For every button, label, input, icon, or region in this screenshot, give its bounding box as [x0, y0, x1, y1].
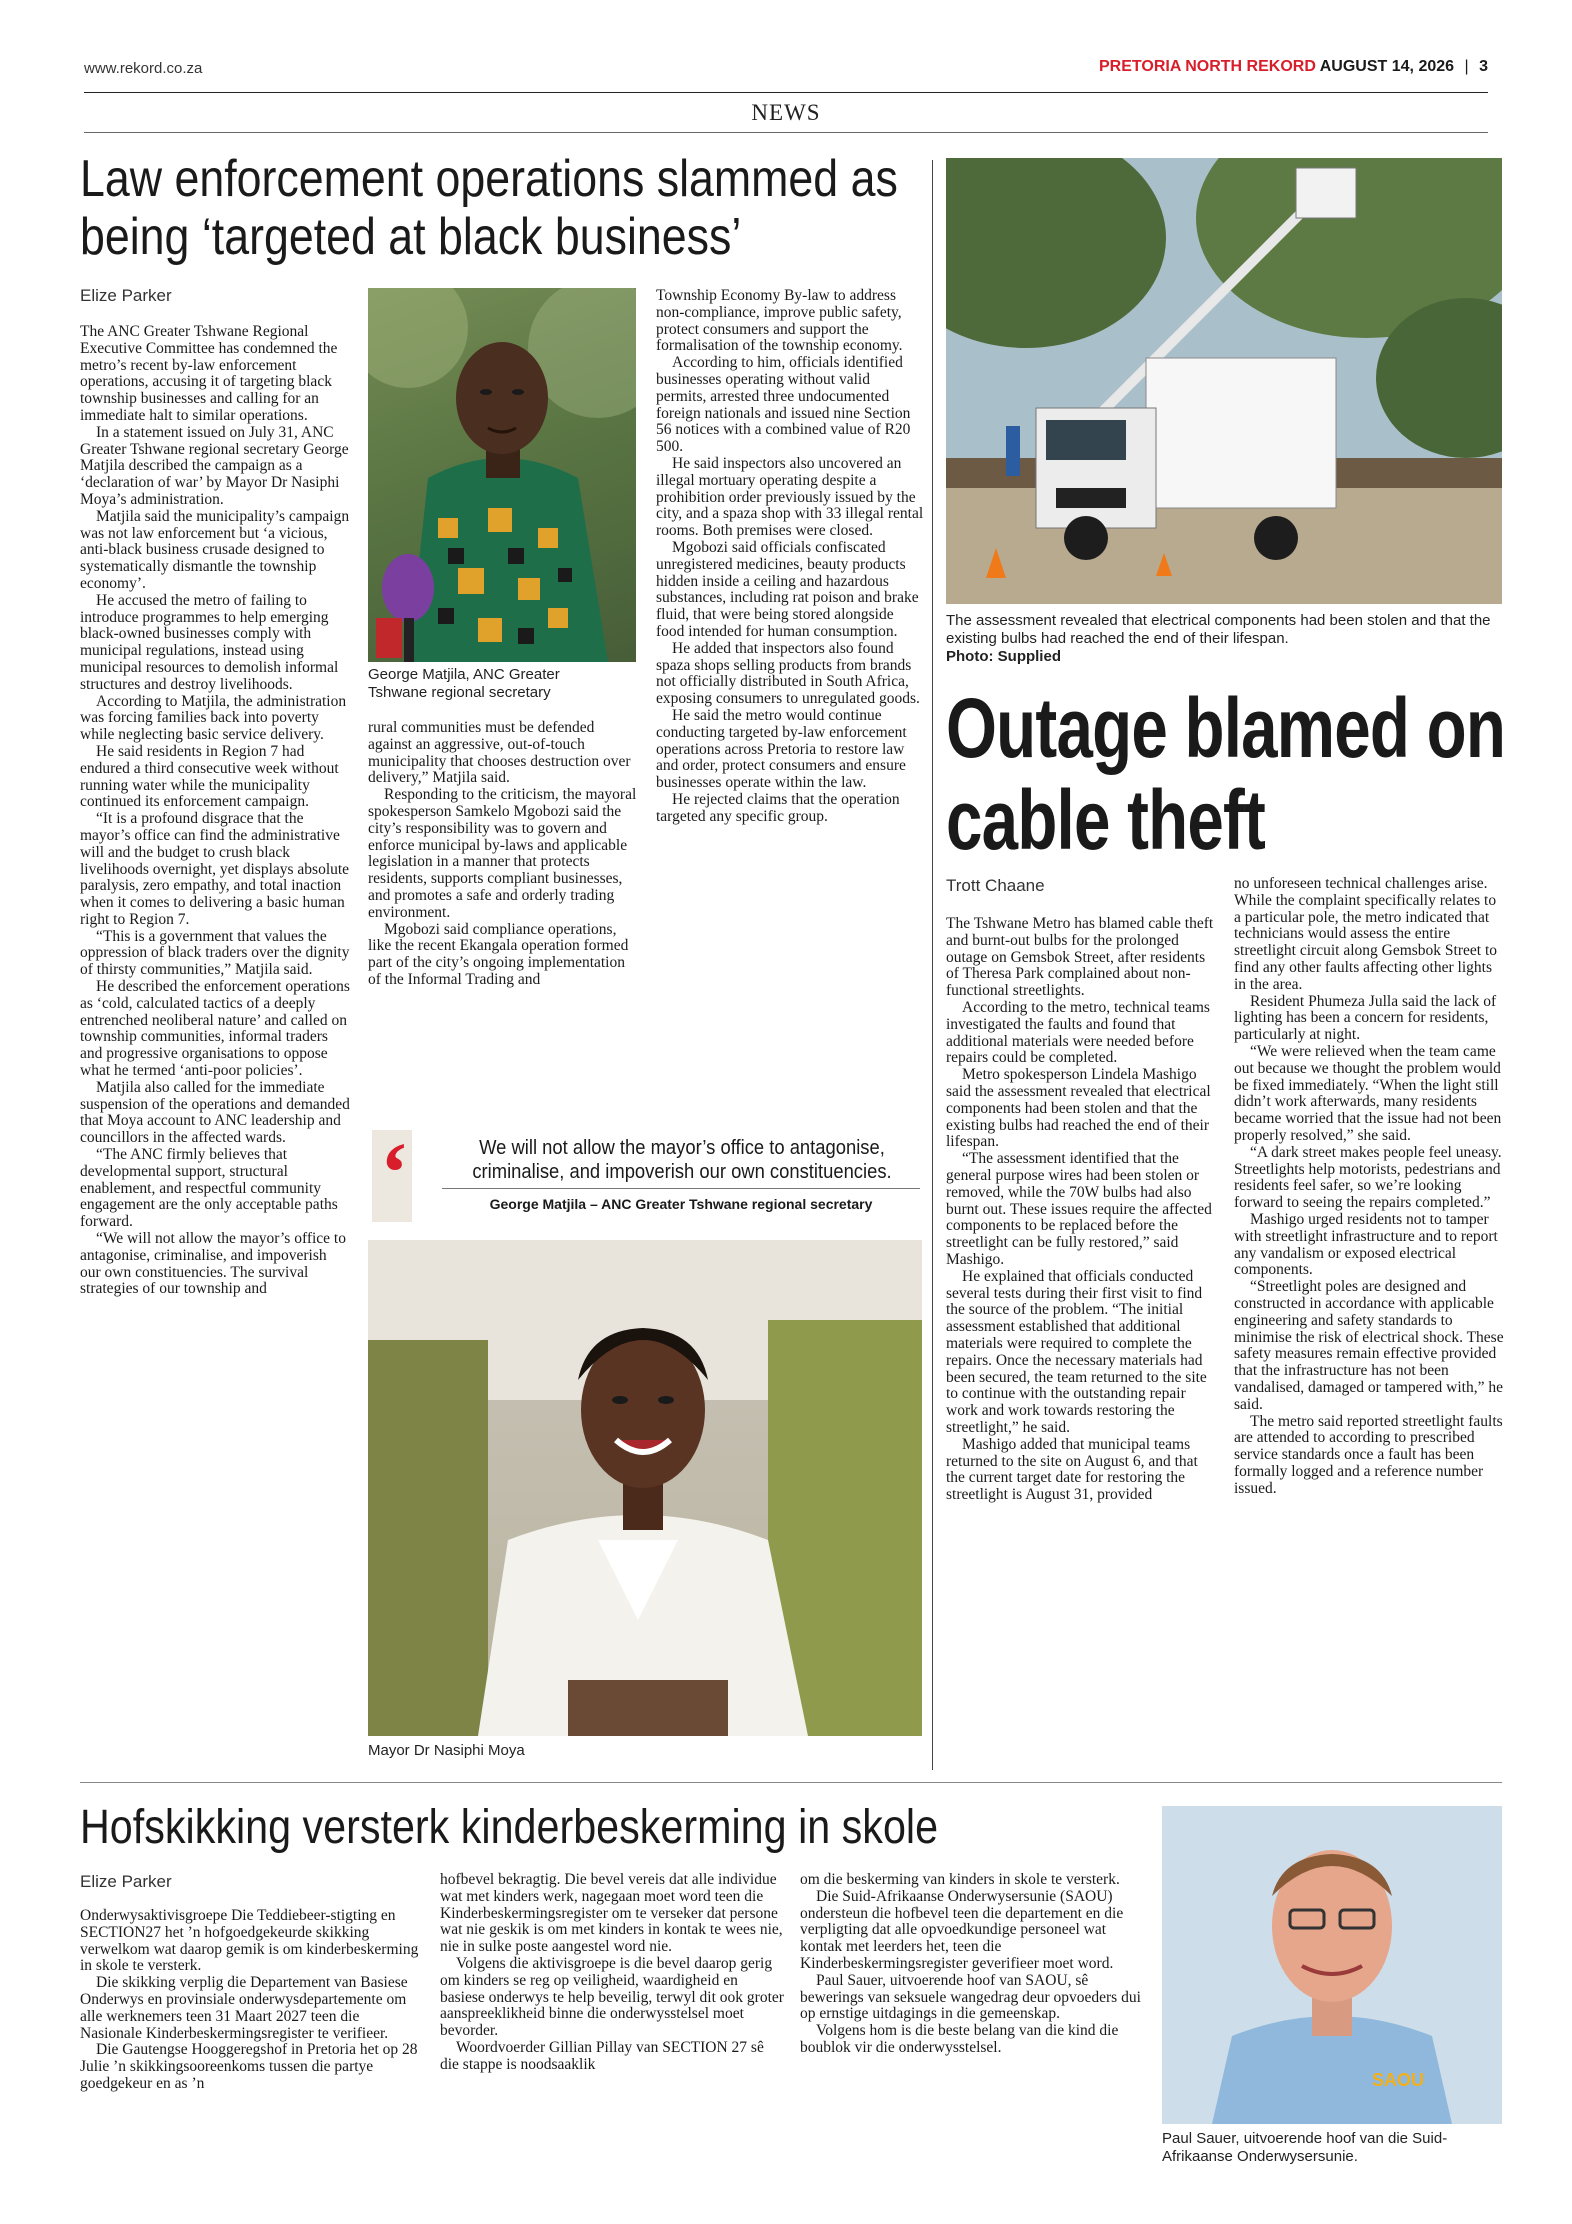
paragraph: According to Matjila, the administration was forcing families back into poverty while neglecting basic service delivery.	[80, 692, 347, 744]
paragraph: Paul Sauer, uitvoerende hoof van SAOU, sê bewerings van seksuele wangedrag deur opvoeders dui op ernstige uitdagings in die gemeenskap.	[800, 1971, 1141, 2023]
portrait-illustration	[1162, 1806, 1502, 2124]
paragraph: He rejected claims that the operation targeted any specific group.	[656, 790, 900, 825]
caption-text: The assessment revealed that electrical components had been stolen and that the existing bulbs had reached the end of their lifespan.	[946, 612, 1491, 647]
paragraph: He described the enforcement operations as ‘cold, calculated tactics of a deeply entrenched neoliberal nature’ and called on township communities, informal traders and progressive organisations to oppose what he termed ‘anti-poor policies’.	[80, 978, 350, 1080]
paragraph: “The ANC firmly believes that developmental support, structural enablement, and respectful community engagement are the only acceptable paths forward.	[80, 1146, 338, 1231]
paragraph: According to him, officials identified businesses operating without valid permits, arrested three undocumented foreign nationals and issued nine Section 56 notices with a combined value of R20 500.	[656, 354, 911, 456]
section-label: NEWS	[751, 100, 821, 125]
saou-logo: SAOU	[1372, 2070, 1425, 2090]
paragraph: Onderwysaktivisgroepe Die Teddiebeer-stigting en SECTION27 het ’n hofgoedgekeurde skikking verwelkom wat daarop gemik is om kinderbeskerming in skole te versterk.	[80, 1908, 419, 1975]
byline-3: Elize Parker	[80, 1872, 172, 1891]
paragraph: Woordvoerder Gillian Pillay van SECTION 27 sê die stappe is noodsaaklik	[440, 2038, 764, 2073]
paragraph: He said inspectors also uncovered an illegal mortuary operating despite a prohibition order previously issued by the city, and a spaza shop with 33 illegal rental rooms. Both premises were closed.	[656, 454, 924, 540]
column-divider	[932, 160, 933, 1770]
paragraph: “Streetlight poles are designed and constructed in accordance with applicable engineering and safety standards to minimise the risk of electrical shock. These safety measures remain effective provided that the infrastructure has not been vandalised, damaged or tampered with,” he said.	[1234, 1278, 1504, 1413]
photo-caption-paul-sauer: Paul Sauer, uitvoerende hoof van die Suid-Afrikaanse Onderwysersunie.	[1162, 2130, 1448, 2165]
paragraph: The ANC Greater Tshwane Regional Executive Committee has condemned the metro’s recent by-law enforcement operations, accusing it of targeting black township businesses and calling for an immediate halt to similar operations.	[80, 324, 338, 424]
paragraph: Resident Phumeza Julla said the lack of lighting has been a concern for residents, particularly at night.	[1234, 992, 1497, 1044]
pull-quote-text: We will not allow the mayor’s office to antagonise, criminalise, and impoverish our own constituencies.	[472, 1137, 892, 1183]
portrait-illustration	[368, 288, 636, 662]
pull-quote-rule	[442, 1188, 920, 1189]
section-rule	[84, 132, 1488, 133]
paragraph: no unforeseen technical challenges arise. While the complaint specifically relates to a particular pole, the metro indicated that technicians would assess the entire streetlight circuit along Gemsbok Street to find any other faults affecting other lights in the area.	[1234, 876, 1498, 993]
photo-caption-mayor: Mayor Dr Nasiphi Moya	[368, 1742, 525, 1759]
issue-date: AUGUST 14, 2026	[1319, 58, 1455, 75]
paragraph: Die Gautengse Hooggeregshof in Pretoria het op 28 Julie ’n skikkingsooreenkoms tussen die partye goedgekeur en as ’n	[80, 2041, 418, 2092]
paragraph: The Tshwane Metro has blamed cable theft and burnt-out bulbs for the prolonged outage on Gemsbok Street, after residents of Theresa Park complained about non-functional streetlights.	[946, 916, 1214, 1000]
paragraph: Township Economy By-law to address non-compliance, improve public safety, protect consumers and support the formalisation of the township economy.	[656, 288, 903, 355]
paragraph: Metro spokesperson Lindela Mashigo said the assessment revealed that electrical components had been stolen and that the existing bulbs had reached the end of their lifespan.	[946, 1066, 1211, 1151]
paragraph: According to the metro, technical teams investigated the faults and found that additional materials were needed before repairs could be completed.	[946, 998, 1210, 1067]
paragraph: He added that inspectors also found spaza shops selling products from brands not officially distributed in South Africa, exposing consumers to unregulated goods.	[656, 639, 920, 708]
paragraph: “The assessment identified that the general purpose wires had been stolen or removed, while the 70W bulbs had also burnt out. These issues require the affected components to be replaced before the streetlight can be fully restored,” said Mashigo.	[946, 1150, 1212, 1268]
paragraph: Mgobozi said officials confiscated unregistered medicines, beauty products hidden inside a ceiling and hazardous substances, including rat poison and brake fluid, that were being stored alongside food intended for human consumption.	[656, 538, 919, 640]
article-headline-2: Outage blamed on cable theft	[946, 681, 1506, 867]
article2-column-1	[946, 916, 1218, 1768]
article2-column-2	[1234, 876, 1504, 1770]
photo-credit: Photo: Supplied	[946, 648, 1061, 665]
paragraph: “We will not allow the mayor’s office to antagonise, criminalise, and impoverish our own constituencies. The survival strategies of our township and	[80, 1230, 346, 1298]
paragraph: “This is a government that values the oppression of black traders over the dignity of thirsty communities,” Matjila said.	[80, 927, 350, 979]
article3-column-2	[440, 1872, 784, 2176]
paragraph: Volgens die aktivisgroepe is die bevel daarop gerig om kinders se reg op veiligheid, waardigheid en basiese onderwys te help beveilig, terwyl dit ook groter aanspreeklikheid binne die onderwysstelsel moet bevorder.	[440, 1954, 784, 2040]
paragraph: Matjila said the municipality’s campaign was not law enforcement but ‘a vicious, anti-black business crusade designed to systematically dismantle the township economy’.	[80, 507, 350, 592]
photo-caption-streetlight	[946, 612, 1506, 666]
paragraph: hofbevel bekragtig. Die bevel vereis dat alle individue wat met kinders werk, nagegaan moet word teen die Kinderbeskermingsregister om te verseker dat persone wat nie geskik is om met kinders in kontak te wees nie, nie in sulke poste aangestel word nie.	[440, 1872, 783, 1956]
quote-mark-icon: ‘	[380, 1124, 409, 1220]
photo-caption-george-matjila: George Matjila, ANC Greater Tshwane regional secretary	[368, 666, 560, 701]
article-headline-3: Hofskikking versterk kinderbeskerming in skole	[80, 1801, 939, 1854]
paragraph: He accused the metro of failing to introduce programmes to help emerging black-owned businesses comply with municipal regulations, instead using municipal resources to demolish informal structures and destroy livelihoods.	[80, 591, 339, 693]
paragraph: He said residents in Region 7 had endured a third consecutive week without running water while the municipality continued its enforcement campaign.	[80, 742, 339, 811]
byline-1: Elize Parker	[80, 286, 172, 305]
photo-george-matjila	[368, 288, 636, 662]
paragraph: In a statement issued on July 31, ANC Greater Tshwane regional secretary George Matjila described the campaign as a ‘declaration of war’ by Mayor Dr Nasiphi Moya’s administration.	[80, 423, 349, 508]
header-separator: |	[1464, 58, 1469, 75]
paragraph: Responding to the criticism, the mayoral spokesperson Samkelo Mgobozi said the city’s responsibility was to govern and enforce municipal by-laws and applicable legislation in a manner that protects residents, supports compliant businesses, and promotes a safe and orderly trading environment.	[368, 786, 637, 921]
paragraph: Mashigo urged residents not to tamper with streetlight infrastructure and to report any vandalism or exposed electrical components.	[1234, 1210, 1498, 1279]
article-separator	[80, 1782, 1502, 1783]
pull-quote	[372, 1124, 920, 1222]
paragraph: Mashigo added that municipal teams returned to the site on August 6, and that the current target date for restoring the streetlight is August 31, provided	[946, 1435, 1198, 1504]
site-url[interactable]: www.rekord.co.za	[84, 60, 203, 77]
page-header-info	[1099, 58, 1488, 76]
pull-quote-source: George Matjila – ANC Greater Tshwane regional secretary	[489, 1196, 873, 1212]
paragraph: The metro said reported streetlight faults are attended to according to prescribed service standards once a fault has been formally logged and a reference number issued.	[1234, 1412, 1503, 1497]
paragraph: Die skikking verplig die Departement van Basiese Onderwys en provinsiale onderwysdepartemente om alle werknemers teen 31 Maart 2027 teen die Nasionale Kinderbeskermingsregister te verifieer.	[80, 1974, 408, 2042]
paragraph: rural communities must be defended against an aggressive, out-of-touch municipality that chooses destruction over delivery,” Matjila said.	[368, 720, 631, 787]
article1-column-1	[80, 324, 350, 1774]
article-headline-1: Law enforcement operations slammed as being ‘targeted at black business’	[80, 150, 898, 266]
publication-name: PRETORIA NORTH REKORD	[1098, 58, 1316, 75]
paragraph: om die beskerming van kinders in skole te versterk.	[800, 1872, 1120, 1888]
paragraph: He explained that officials conducted several tests during their first visit to find the source of the problem. “The initial assessment established that additional materials were required to complete the repairs. Once the necessary materials had been secured, the team returned to the site to continue with the outstanding repair work and work towards restoring the streetlight,” he said.	[946, 1267, 1207, 1436]
paragraph: “A dark street makes people feel uneasy. Streetlights help motorists, pedestrians and residents feel safer, so we’re looking forward to seeing the repairs completed.”	[1234, 1143, 1502, 1212]
byline-2: Trott Chaane	[946, 876, 1045, 895]
paragraph: “It is a profound disgrace that the mayor’s office can find the administrative will and the budget to crush black livelihoods overnight, yet displays absolute paralysis, zero empathy, and total inaction when it comes to delivering a basic human right to Region 7.	[80, 810, 350, 928]
paragraph: “We were relieved when the team came out because we thought the problem would be fixed immediately. “When the light still didn’t work afterwards, many residents became worried that the issue had not been properly resolved,” she said.	[1234, 1042, 1502, 1144]
article3-column-3	[800, 1872, 1144, 2176]
truck-illustration	[946, 158, 1502, 604]
paragraph: He said the metro would continue conducting targeted by-law enforcement operations across Pretoria to restore law and order, protect consumers and ensure businesses operate within the law.	[656, 706, 907, 792]
portrait-illustration	[368, 1240, 922, 1736]
header-rule	[84, 92, 1488, 93]
article3-column-1	[80, 1908, 424, 2176]
article1-column-2	[368, 720, 638, 1120]
article1-column-3	[656, 288, 924, 1118]
paragraph: Die Suid-Afrikaanse Onderwysersunie (SAOU) ondersteun die hofbevel teen die departement en die verpligting dat alle opvoedkundige personeel wat kontak met leerders het, teen die Kinderbeskermingsregister geverifieer moet word.	[800, 1887, 1124, 1972]
photo-streetlight-repair	[946, 158, 1502, 604]
paragraph: Matjila also called for the immediate suspension of the operations and demanded that Moya account to ANC leadership and councillors in the affected wards.	[80, 1078, 350, 1147]
quote-mark-block	[372, 1124, 412, 1222]
photo-paul-sauer	[1162, 1806, 1502, 2124]
photo-mayor-nasiphi-moya	[368, 1240, 922, 1736]
paragraph: Volgens hom is die beste belang van die kind die boublok vir die onderwysstelsel.	[800, 2022, 1119, 2056]
page-number: 3	[1479, 58, 1488, 75]
paragraph: Mgobozi said compliance operations, like the recent Ekangala operation formed part of the city’s ongoing implementation of the Informal Trading and	[368, 920, 629, 988]
